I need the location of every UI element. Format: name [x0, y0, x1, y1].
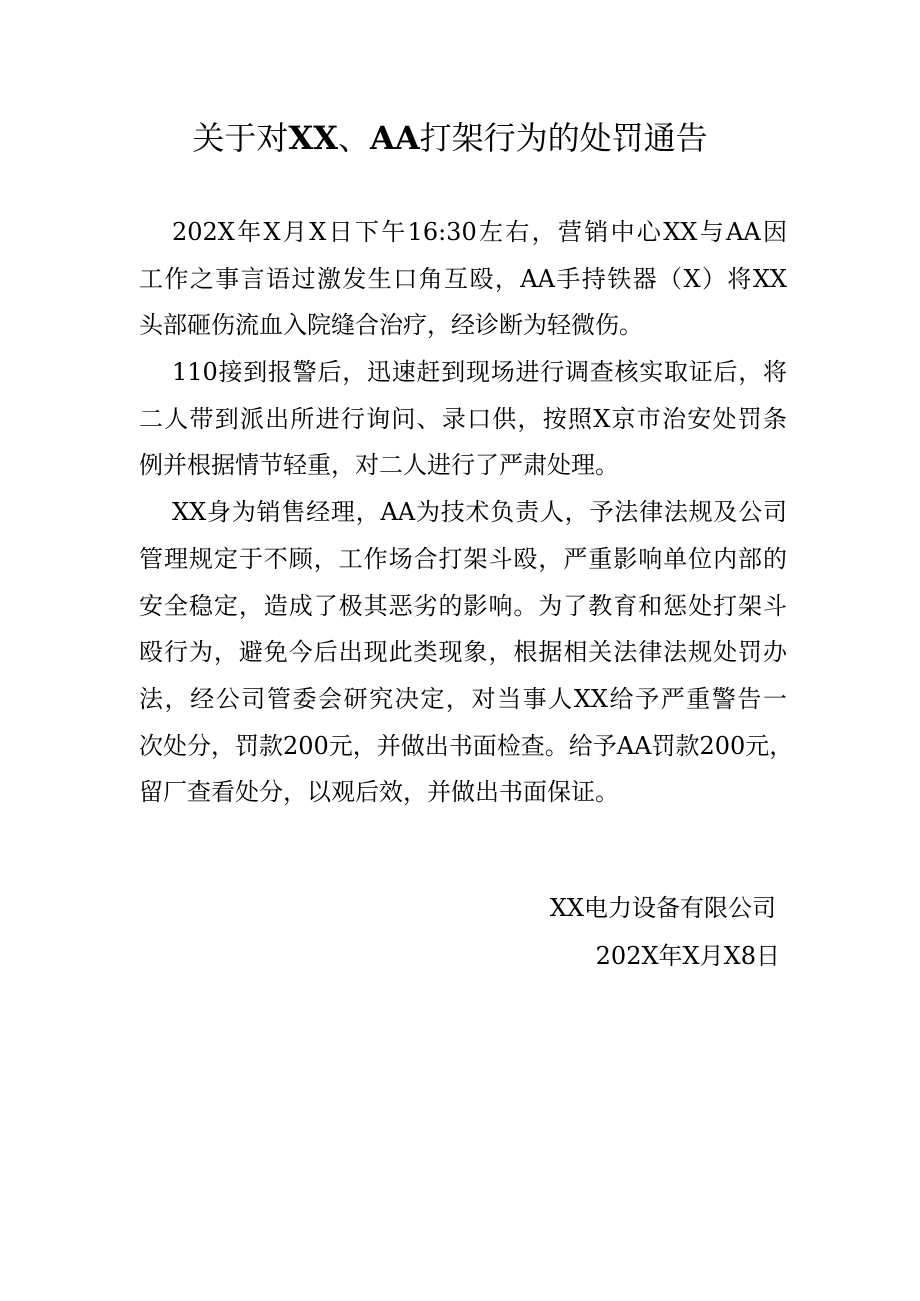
signature-date: 202X年X月X8日 — [595, 942, 780, 970]
title-separator: 、 — [337, 119, 370, 157]
body-line: 110接到报警后，迅速赶到现场进行调查核实取证后，将 — [172, 358, 787, 387]
body-line: XX身为销售经理，AA为技术负责人，予法律法规及公司 — [172, 498, 787, 527]
body-line: 二人带到派出所进行询问、录口供，按照X京市治安处罚条 — [139, 404, 787, 433]
signature-company: XX电力设备有限公司 — [549, 894, 776, 922]
body-line: 次处分，罚款200元，并做出书面检查。给予AA罚款200元， — [139, 731, 794, 760]
body-line: 202X年X月X日下午16:30左右，营销中心XX与AA因 — [172, 218, 787, 246]
title-name-xx: XX — [288, 119, 338, 157]
body-line: 安全稳定，造成了极其恶劣的影响。为了教育和惩处打架斗 — [139, 591, 787, 620]
notice-title — [0, 112, 900, 164]
body-line: 管理规定于不顾，工作场合打架斗殴，严重影响单位内部的 — [139, 544, 787, 573]
body-line: 法，经公司管委会研究决定，对当事人XX给予严重警告一 — [139, 684, 787, 713]
body-line: 殴行为，避免今后出现此类现象，根据相关法律法规处罚办 — [139, 638, 787, 667]
title-prefix: 关于对 — [192, 119, 289, 157]
notice-body — [139, 209, 794, 816]
title-name-aa: AA — [370, 119, 420, 157]
body-line: 例并根据情节轻重，对二人进行了严肃处理。 — [139, 451, 619, 480]
body-line: 留厂查看处分，以观后效，并做出书面保证。 — [139, 778, 619, 807]
title-suffix: 打架行为的处罚通告 — [419, 119, 708, 157]
body-line: 工作之事言语过激发生口角互殴，AA手持铁器（X）将XX — [139, 264, 787, 293]
body-line: 头部砸伤流血入院缝合治疗，经诊断为轻微伤。 — [139, 311, 643, 340]
